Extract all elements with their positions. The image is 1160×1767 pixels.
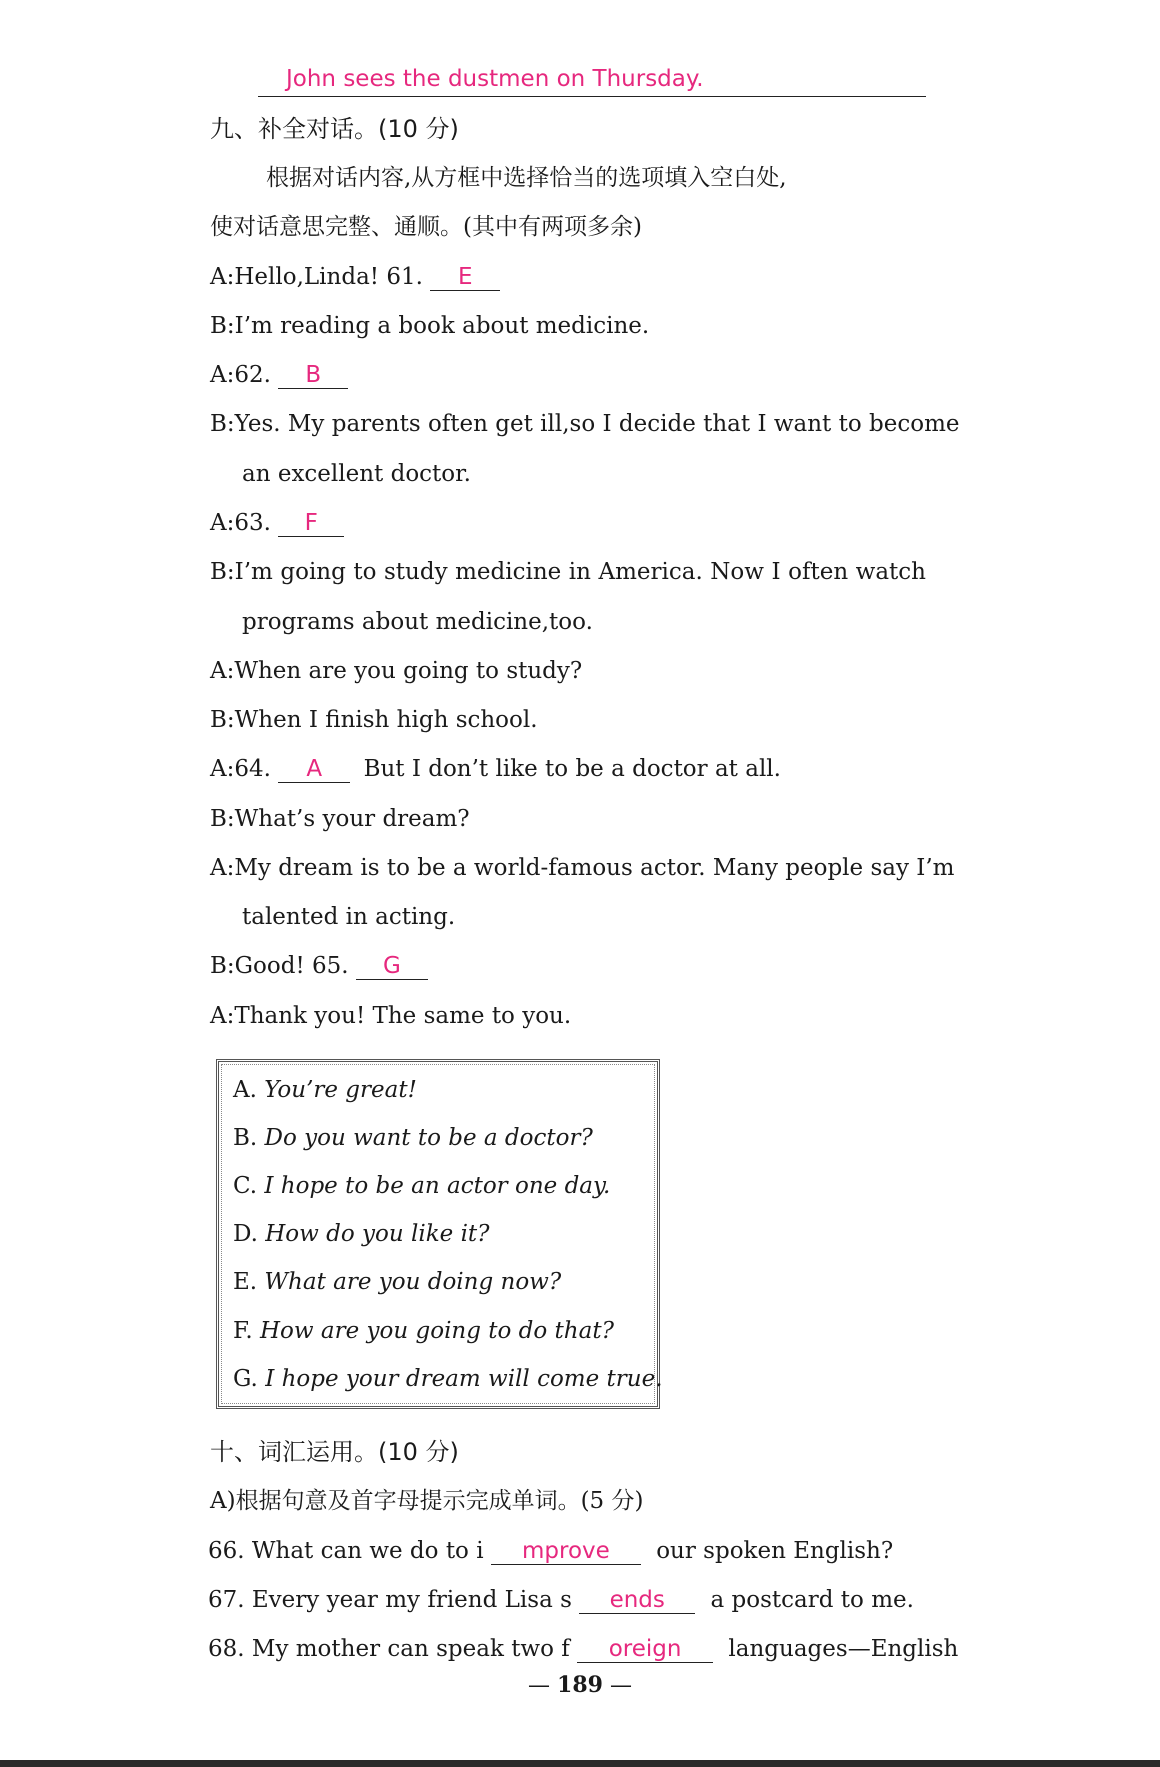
option-letter: G. xyxy=(233,1366,258,1392)
answer-blank-65[interactable]: G xyxy=(356,953,428,980)
dialogue-line-9 xyxy=(210,754,781,784)
question-text: 68. My mother can speak two f xyxy=(208,1636,570,1662)
dialogue-line-12 xyxy=(210,951,428,981)
option-text: How do you like it? xyxy=(265,1221,490,1247)
option-text: I hope to be an actor one day. xyxy=(264,1173,611,1199)
question-66 xyxy=(208,1536,893,1566)
answer-blank-66[interactable]: mprove xyxy=(491,1538,641,1565)
option-g xyxy=(233,1364,663,1394)
dialogue-line-6b: programs about medicine,too. xyxy=(242,609,593,635)
answer-blank-62[interactable]: B xyxy=(278,362,348,389)
question-68 xyxy=(208,1634,958,1664)
dialogue-text: A:64. xyxy=(210,756,271,782)
top-answer-text: John sees the dustmen on Thursday. xyxy=(286,66,704,92)
option-text: What are you doing now? xyxy=(264,1269,562,1295)
section-10-heading: 十、词汇运用。(10 分) xyxy=(210,1438,459,1466)
bottom-bar xyxy=(0,1760,1160,1767)
option-a xyxy=(233,1075,417,1105)
dialogue-text: B:Good! 65. xyxy=(210,953,349,979)
page-number: — 189 — xyxy=(528,1672,632,1698)
dialogue-line-10: B:What’s your dream? xyxy=(210,806,470,832)
dialogue-line-11b: talented in acting. xyxy=(242,904,456,930)
option-letter: E. xyxy=(233,1269,258,1295)
section-10-sub-a: A)根据句意及首字母提示完成单词。(5 分) xyxy=(210,1488,644,1514)
dialogue-text: A:Hello,Linda! 61. xyxy=(210,264,423,290)
option-text: I hope your dream will come true. xyxy=(265,1366,663,1392)
option-letter: C. xyxy=(233,1173,258,1199)
question-text: 66. What can we do to i xyxy=(208,1538,484,1564)
dialogue-line-2: B:I’m reading a book about medicine. xyxy=(210,313,650,339)
dialogue-line-8: B:When I finish high school. xyxy=(210,707,538,733)
dialogue-text: But I don’t like to be a doctor at all. xyxy=(363,756,781,782)
question-67 xyxy=(208,1585,914,1615)
option-d xyxy=(233,1219,490,1249)
dialogue-line-13: A:Thank you! The same to you. xyxy=(210,1003,572,1029)
dialogue-line-11a: A:My dream is to be a world-famous actor. Many people say I’m xyxy=(210,855,955,881)
option-c xyxy=(233,1171,610,1201)
option-f xyxy=(233,1316,614,1346)
dialogue-line-4b: an excellent doctor. xyxy=(242,461,471,487)
section-9-instruction-1: 根据对话内容,从方框中选择恰当的选项填入空白处, xyxy=(266,165,787,191)
option-text: How are you going to do that? xyxy=(260,1318,614,1344)
question-text: 67. Every year my friend Lisa s xyxy=(208,1587,572,1613)
dialogue-line-1 xyxy=(210,262,500,292)
option-text: You’re great! xyxy=(264,1077,417,1103)
section-9-instruction-2: 使对话意思完整、通顺。(其中有两项多余) xyxy=(210,214,642,240)
dialogue-line-6a: B:I’m going to study medicine in America. Now I often watch xyxy=(210,559,926,585)
option-letter: D. xyxy=(233,1221,258,1247)
answer-blank-61[interactable]: E xyxy=(430,264,500,291)
dialogue-line-7: A:When are you going to study? xyxy=(210,658,583,684)
dialogue-line-4a: B:Yes. My parents often get ill,so I decide that I want to become xyxy=(210,411,960,437)
section-9-heading: 九、补全对话。(10 分) xyxy=(210,115,459,143)
question-text: a postcard to me. xyxy=(710,1587,914,1613)
page-number-value: 189 xyxy=(557,1672,603,1698)
dialogue-line-5 xyxy=(210,508,344,538)
option-letter: F. xyxy=(233,1318,253,1344)
answer-blank-63[interactable]: F xyxy=(278,510,344,537)
question-text: our spoken English? xyxy=(656,1538,894,1564)
top-answer-line xyxy=(258,64,926,97)
answer-blank-68[interactable]: oreign xyxy=(577,1636,713,1663)
question-text: languages—English xyxy=(728,1636,959,1662)
answer-blank-64[interactable]: A xyxy=(278,756,350,783)
dialogue-text: A:63. xyxy=(210,510,271,536)
dialogue-text: A:62. xyxy=(210,362,271,388)
option-e xyxy=(233,1267,561,1297)
option-text: Do you want to be a doctor? xyxy=(264,1125,593,1151)
dialogue-line-3 xyxy=(210,360,348,390)
option-letter: B. xyxy=(233,1125,258,1151)
option-letter: A. xyxy=(233,1077,257,1103)
answer-blank-67[interactable]: ends xyxy=(579,1587,695,1614)
option-b xyxy=(233,1123,593,1153)
